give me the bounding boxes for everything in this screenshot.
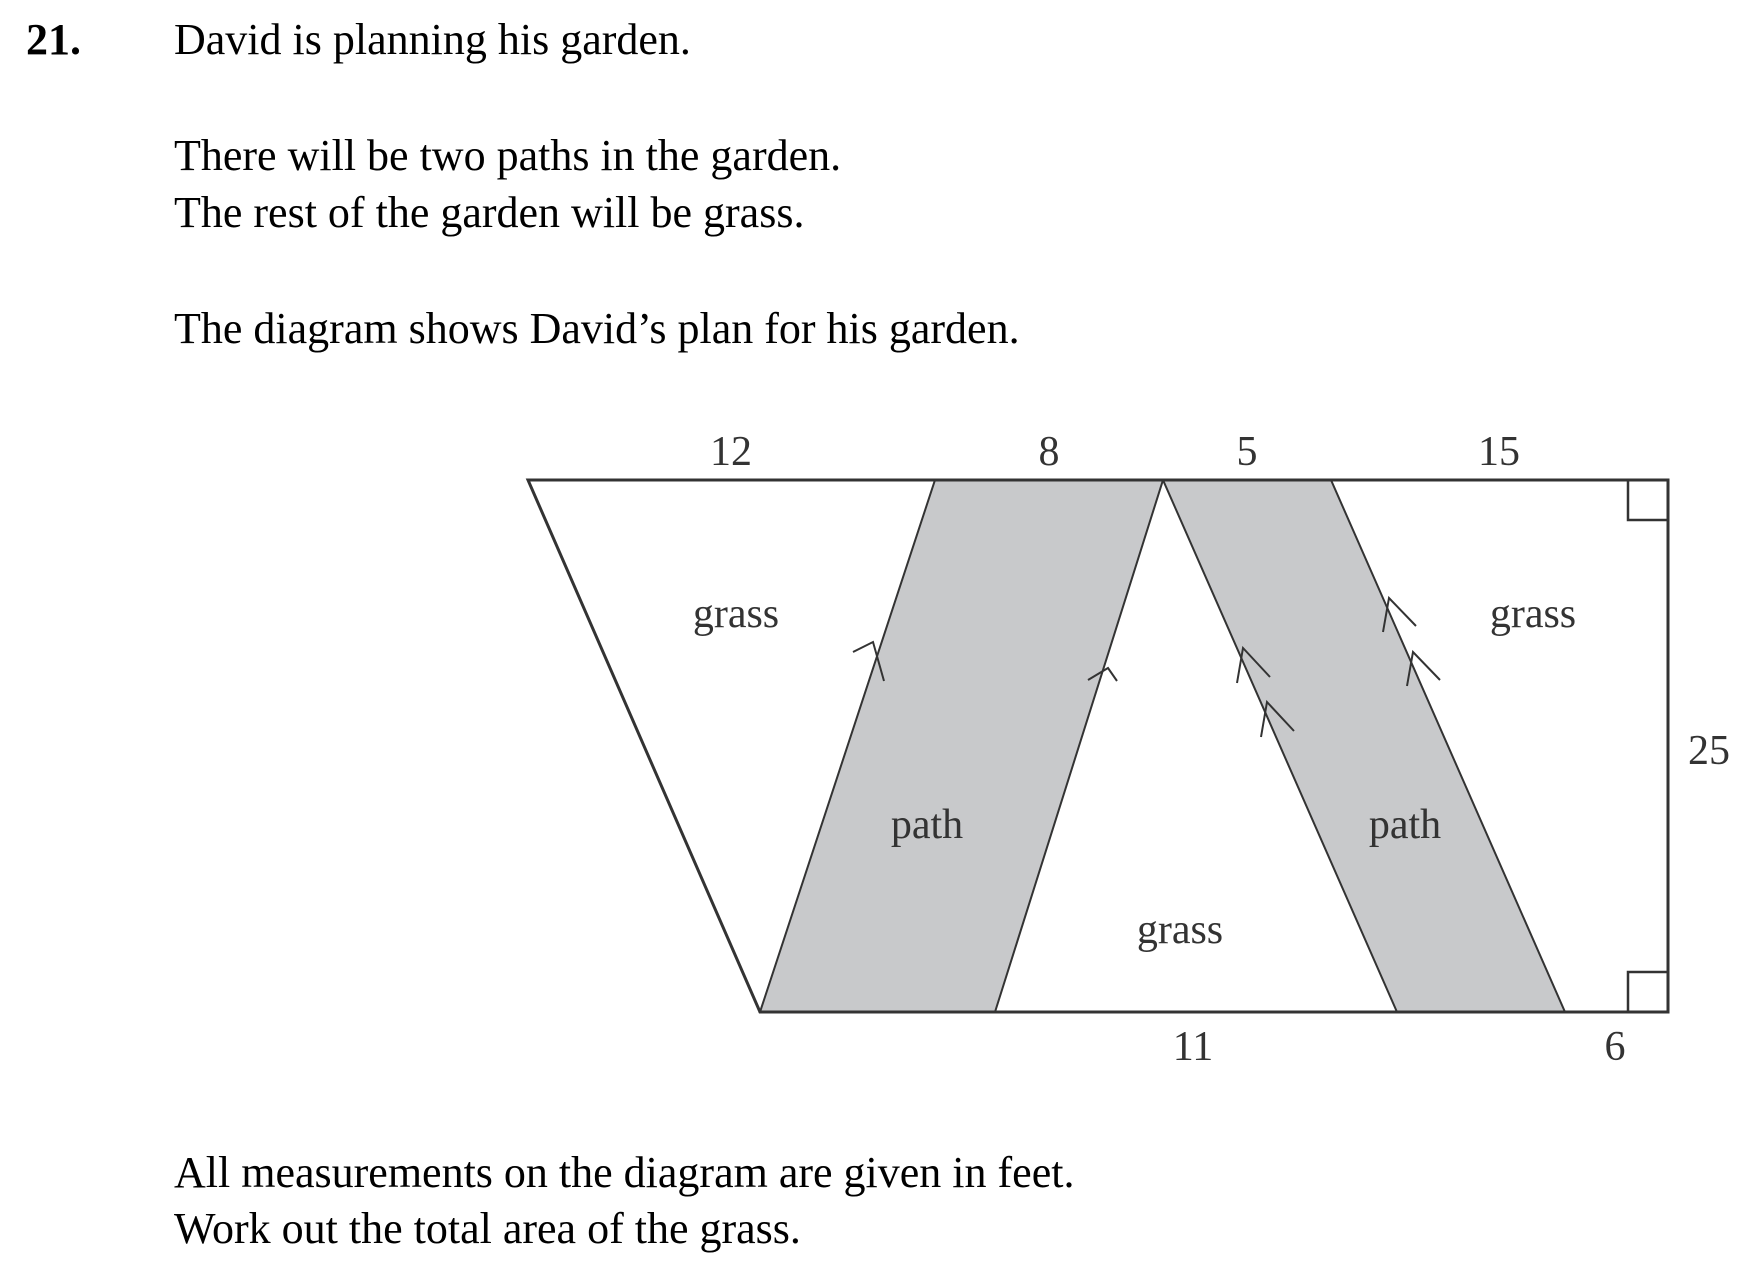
- label-grass-middle: grass: [1136, 907, 1224, 953]
- measure-top-1: 12: [710, 429, 752, 475]
- right-angle-marker-top: [1628, 480, 1668, 520]
- measure-bottom-1: 11: [1172, 1024, 1214, 1070]
- label-grass-left: grass: [692, 591, 780, 637]
- right-path-region: [1163, 480, 1565, 1012]
- measure-side: 25: [1688, 728, 1730, 774]
- question-line-1: David is planning his garden.: [174, 15, 691, 64]
- measure-top-4: 15: [1478, 429, 1520, 475]
- question-line-3: The rest of the garden will be grass.: [174, 188, 805, 237]
- question-line-5: All measurements on the diagram are given in feet.: [174, 1148, 1075, 1197]
- label-grass-right: grass: [1489, 591, 1577, 637]
- question-line-4: The diagram shows David’s plan for his garden.: [174, 304, 1020, 353]
- question-line-6: Work out the total area of the grass.: [174, 1204, 801, 1253]
- question-number: 21.: [26, 15, 81, 64]
- label-path-left: path: [890, 802, 964, 848]
- label-path-right: path: [1368, 802, 1442, 848]
- measure-top-2: 8: [1038, 429, 1060, 475]
- measure-top-3: 5: [1236, 429, 1258, 475]
- left-path-region: [760, 480, 1163, 1012]
- right-angle-marker-bottom: [1628, 972, 1668, 1012]
- question-line-2: There will be two paths in the garden.: [174, 131, 842, 180]
- measure-bottom-2: 6: [1604, 1024, 1626, 1070]
